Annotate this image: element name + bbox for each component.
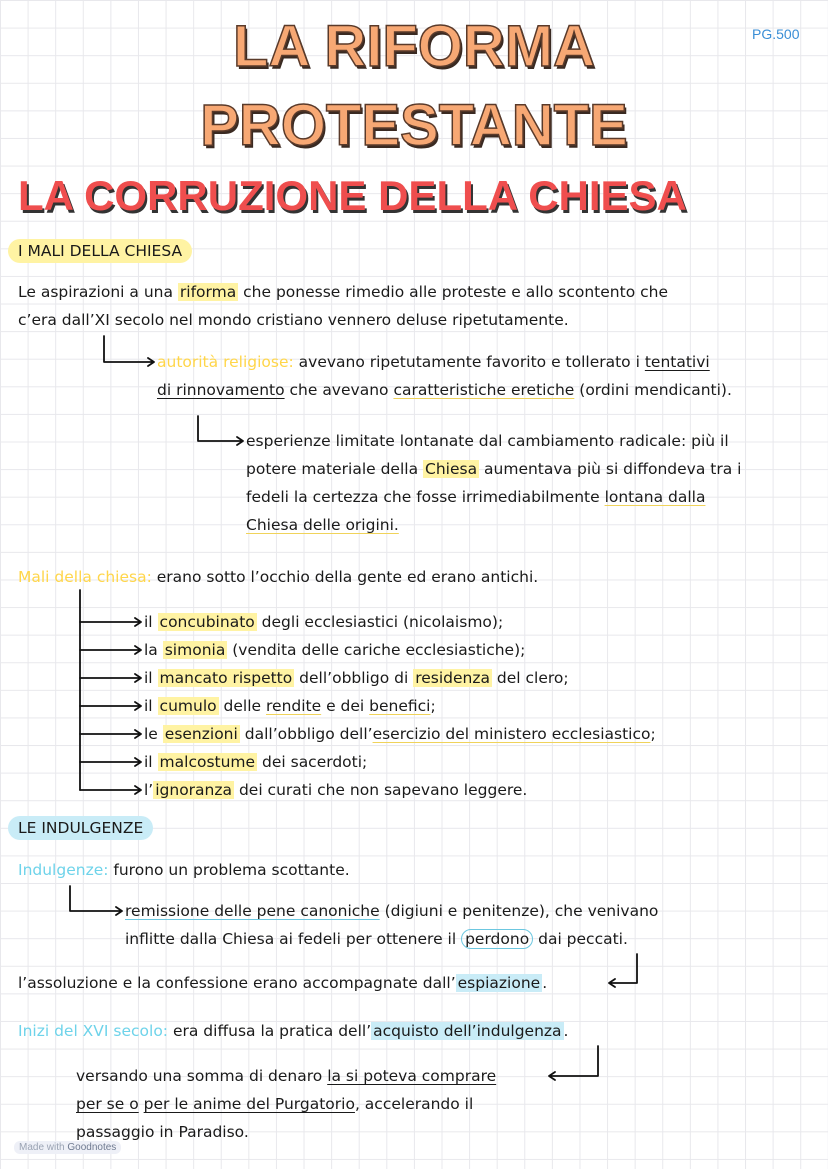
esperienze-line-3: fedeli la certezza che fosse irrimediabilmente lontana dalla <box>246 488 706 506</box>
arrow-list-1 <box>80 618 141 626</box>
assoluzione-line: l’assoluzione e la confessione erano accompagnate dall’ espiazione . <box>18 974 548 992</box>
arrow-list-2 <box>80 646 141 654</box>
label-inizi: Inizi del XVI secolo: <box>18 1022 169 1040</box>
autorita-line-2: di rinnovamento che avevano caratteristiche eretiche (ordini mendicanti). <box>157 381 732 399</box>
arrow-versando <box>549 1046 598 1080</box>
list-item: la simonia (vendita delle cariche ecclesiastiche); <box>144 641 526 659</box>
arrow-esperienze <box>198 416 243 445</box>
label-indulgenze: Indulgenze: <box>18 861 109 879</box>
arrow-remissione <box>70 886 122 915</box>
arrow-list-7 <box>80 786 141 794</box>
remissione-line-2: inflitte dalla Chiesa ai fedeli per ottenere il perdono dai peccati. <box>125 930 628 948</box>
autorita-line-1: autorità religiose: avevano ripetutamente favorito e tollerato i tentativi <box>157 353 710 371</box>
goodnotes-badge: Made with Goodnotes <box>14 1141 121 1154</box>
subtitle: LA CORRUZIONE DELLA CHIESA <box>18 172 687 219</box>
arrow-autorita <box>104 336 154 366</box>
intro-line-2: c’era dall’XI secolo nel mondo cristiano vennero deluse ripetutamente. <box>18 311 569 329</box>
list-item: il cumulo delle rendite e dei benefici; <box>144 697 436 715</box>
list-item: il mancato rispetto dell’obbligo di residenza del clero; <box>144 669 569 687</box>
title-line-1: LA RIFORMA <box>233 14 595 79</box>
title-line-2: PROTESTANTE <box>200 93 628 158</box>
list-item: le esenzioni dall’obbligo dell’esercizio del ministero ecclesiastico; <box>144 725 656 743</box>
list-item: il malcostume dei sacerdoti; <box>144 753 368 771</box>
list-item: il concubinato degli ecclesiastici (nicolaismo); <box>144 613 504 631</box>
intro-line-1: Le aspirazioni a una riforma che ponesse rimedio alle proteste e allo scontento che <box>18 283 668 301</box>
label-mali: Mali della chiesa: <box>18 568 152 586</box>
esperienze-line-2: potere materiale della Chiesa aumentava più si diffondeva tra i <box>246 460 742 478</box>
arrow-list-5 <box>80 730 141 738</box>
inizi-line: Inizi del XVI secolo: era diffusa la pratica dell’ acquisto dell’indulgenza . <box>18 1022 569 1040</box>
label-autorita: autorità religiose: <box>157 353 294 371</box>
mali-line: Mali della chiesa: erano sotto l’occhio della gente ed erano antichi. <box>18 568 539 586</box>
section-header-indulgenze: LE INDULGENZE <box>8 816 153 840</box>
indulgenze-line: Indulgenze: furono un problema scottante. <box>18 861 350 879</box>
remissione-line-1: remissione delle pene canoniche (digiuni e penitenze), che venivano <box>125 902 659 920</box>
section-header-mali: I MALI DELLA CHIESA <box>8 239 192 263</box>
arrow-assoluzione <box>609 954 637 987</box>
esperienze-line-4: Chiesa delle origini. <box>246 516 399 534</box>
page-reference: PG.500 <box>752 26 800 42</box>
arrow-list-4 <box>80 702 141 710</box>
list-item: l’ ignoranza dei curati che non sapevano leggere. <box>144 781 528 799</box>
circled-perdono: perdono <box>461 929 533 949</box>
versando-line-2: per se o per le anime del Purgatorio, accelerando il <box>76 1095 474 1113</box>
highlight-riforma: riforma <box>179 283 237 301</box>
arrow-list-3 <box>80 674 141 682</box>
versando-line-1: versando una somma di denaro la si poteva comprare <box>76 1067 497 1085</box>
versando-line-3: passaggio in Paradiso. <box>76 1123 249 1141</box>
arrow-list-6 <box>80 758 141 766</box>
esperienze-line-1: esperienze limitate lontanate dal cambiamento radicale: più il <box>246 432 729 450</box>
